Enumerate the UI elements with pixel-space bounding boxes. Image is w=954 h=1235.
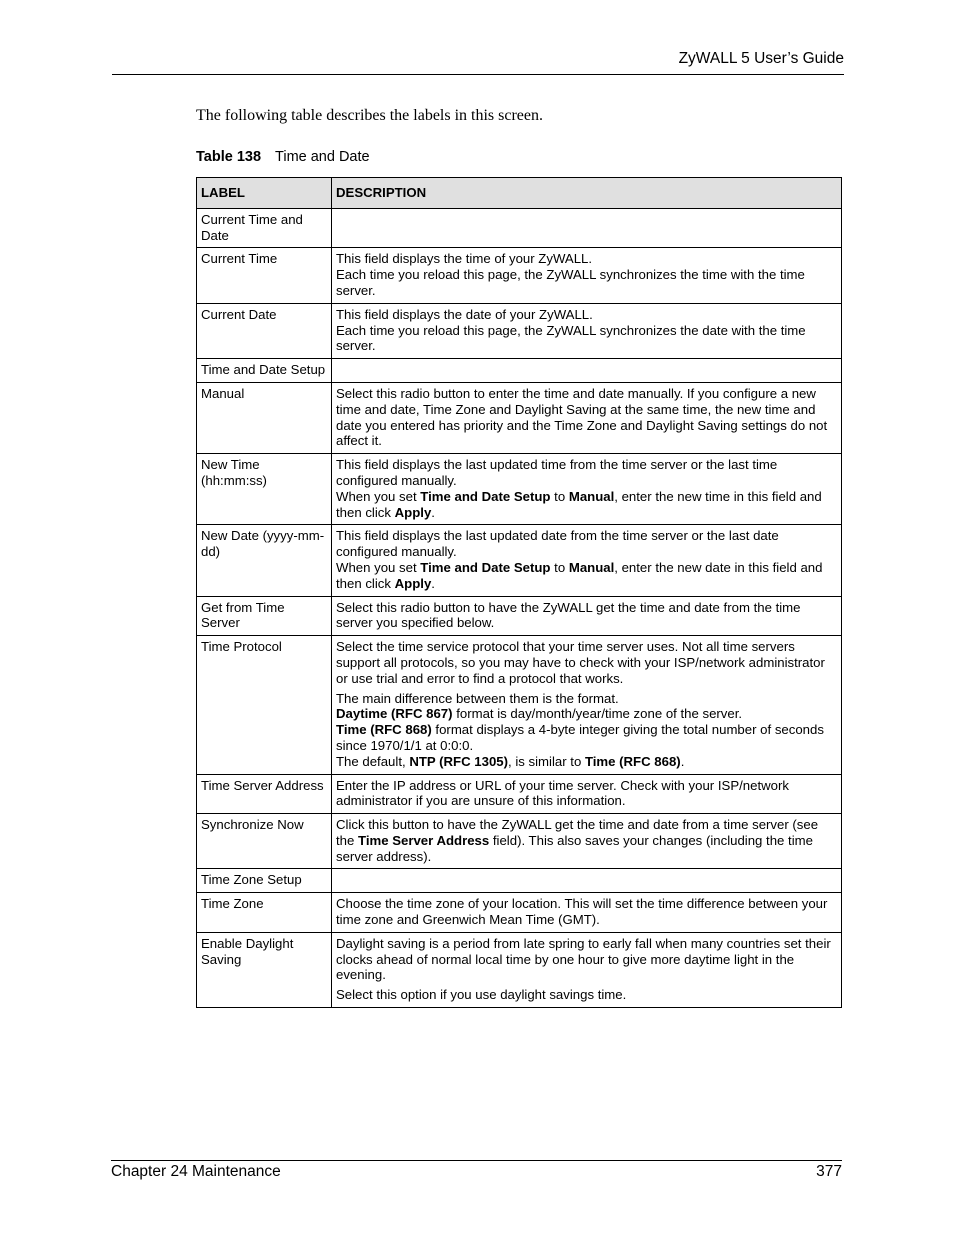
column-header-description: DESCRIPTION [332,178,842,209]
description-text: to [550,488,569,504]
description-line [336,457,837,489]
description-line [336,323,837,355]
description-line [336,896,837,928]
table-row [197,382,842,453]
labels-table [196,177,842,1008]
description-text: field). This also saves your changes (including the time server address). [336,832,813,864]
row-label: Current Time and Date [197,208,332,248]
description-text: Each time you reload this page, the ZyWALL synchronizes the date with the time server. [336,322,806,354]
bold-term: Daytime (RFC 867) [336,706,453,722]
row-label: Current Time [197,248,332,303]
table-row [197,454,842,525]
description-line [336,778,837,810]
description-paragraph [336,896,837,928]
bold-term: Time (RFC 868) [584,753,681,769]
bold-term: Time and Date Setup [420,488,551,504]
row-label: Time Server Address [197,774,332,814]
row-description [332,303,842,358]
description-line [336,706,837,722]
description-line [336,489,837,521]
description-text: Select this option if you use daylight savings time. [336,987,627,1003]
bold-term: Manual [568,488,615,504]
table-row [197,932,842,1007]
row-label: Time Zone [197,893,332,933]
row-description [332,596,842,636]
table-row [197,359,842,383]
table-title: Time and Date [275,149,370,165]
description-line [336,987,837,1003]
row-label: Time Protocol [197,636,332,774]
chapter-title: Chapter 24 Maintenance [111,1163,281,1180]
table-row [197,525,842,596]
table-row [197,893,842,933]
description-paragraph [336,528,837,591]
intro-text: The following table describes the labels in this screen. [196,107,544,124]
description-text: to [550,559,569,575]
row-label: New Time (hh:mm:ss) [197,454,332,525]
row-label: Time Zone Setup [197,869,332,893]
description-line [336,754,837,770]
row-description [332,382,842,453]
description-text: Select this radio button to enter the time and date manually. If you configure a new time and date, Time Zone and Daylight Saving at the same time, the new time and date you entered has priority and the Time Zone and Daylight Saving settings do not affect it. [336,385,828,449]
description-paragraph [336,691,837,770]
description-line [336,600,837,632]
description-text: This field displays the last updated date from the time server or the last date configured manually. [336,528,779,560]
description-text: , enter the new time in this field and then click [336,488,822,520]
table-row [197,303,842,358]
description-text: format is day/month/year/time zone of the server. [452,706,743,722]
bold-term: Time (RFC 868) [336,722,432,738]
description-line [336,936,837,983]
row-label: Manual [197,382,332,453]
row-label: Time and Date Setup [197,359,332,383]
description-text: format displays a 4-byte integer giving the total number of seconds since 1970/1/1 at 0:0:0. [336,722,824,753]
description-paragraph [336,936,837,983]
table-row [197,596,842,636]
guide-title: ZyWALL 5 User’s Guide [678,50,844,67]
description-paragraph [336,386,837,449]
table-row [197,869,842,893]
page-footer [111,1160,842,1181]
row-label: Get from Time Server [197,596,332,636]
running-header [112,50,844,75]
description-line [336,251,837,267]
bold-term: Apply [394,575,432,591]
bold-term: Apply [394,504,432,520]
description-text: The main difference between them is the format. [336,690,619,706]
page-number: 377 [816,1163,842,1180]
description-text: , is similar to [508,753,585,769]
table-row [197,636,842,774]
description-text: The default, [336,753,410,769]
table-row [197,248,842,303]
row-label: New Date (yyyy-mm-dd) [197,525,332,596]
table-header-row [197,178,842,209]
description-text: Select the time service protocol that your time server uses. Not all time servers support all protocols, so you may have to check with your ISP/network administrator or use trial and error to find a protocol that works. [336,639,825,686]
row-label: Enable Daylight Saving [197,932,332,1007]
row-description [332,248,842,303]
description-paragraph [336,987,837,1003]
row-description [332,932,842,1007]
description-text: This field displays the time of your ZyWALL. [336,251,593,267]
description-text: . [680,753,685,769]
description-text: Daylight saving is a period from late spring to early fall when many countries set their clocks ahead of normal local time by one hour to give more daytime light in the evening. [336,935,831,983]
description-text: , enter the new date in this field and then click [336,559,823,591]
description-paragraph [336,600,837,632]
description-line [336,528,837,560]
bold-term: Time Server Address [358,832,490,848]
row-label: Current Date [197,303,332,358]
description-text: This field displays the date of your ZyWALL. [336,306,593,322]
table-body [197,208,842,1007]
table-row [197,208,842,248]
column-header-label: LABEL [197,178,332,209]
description-paragraph [336,251,837,298]
row-description [332,869,842,893]
description-text: Each time you reload this page, the ZyWALL synchronizes the time with the time server. [336,267,805,298]
description-text: Select this radio button to have the ZyWALL get the time and date from the time server you specified below. [336,599,801,631]
table-row [197,814,842,869]
description-line [336,307,837,323]
description-text: . [431,504,435,520]
row-description [332,359,842,383]
bold-term: NTP (RFC 1305) [409,753,508,769]
description-text: This field displays the last updated time from the time server or the last time configured manually. [336,457,778,488]
description-text: Choose the time zone of your location. This will set the time difference between your time zone and Greenwich Mean Time (GMT). [336,896,828,928]
table-row [197,774,842,814]
description-paragraph [336,639,837,686]
row-label: Synchronize Now [197,814,332,869]
description-text: . [431,575,435,591]
row-description [332,208,842,248]
row-description [332,636,842,774]
description-text: Click this button to have the ZyWALL get the time and date from a time server (see the [336,817,819,848]
description-paragraph [336,817,837,864]
description-text: When you set [336,559,421,575]
row-description [332,774,842,814]
description-line [336,267,837,299]
table-caption [196,149,370,165]
description-line [336,639,837,686]
description-text: Enter the IP address or URL of your time server. Check with your ISP/network administrator if you are unsure of this information. [336,777,789,809]
description-line [336,691,837,707]
description-line [336,386,837,449]
description-paragraph [336,307,837,354]
description-paragraph [336,457,837,520]
description-line [336,817,837,864]
bold-term: Manual [568,559,615,575]
description-line [336,560,837,592]
row-description [332,893,842,933]
bold-term: Time and Date Setup [420,559,551,575]
table-number: Table 138 [196,149,262,165]
description-text: When you set [336,488,421,504]
description-paragraph [336,778,837,810]
row-description [332,525,842,596]
row-description [332,454,842,525]
row-description [332,814,842,869]
description-line [336,722,837,754]
